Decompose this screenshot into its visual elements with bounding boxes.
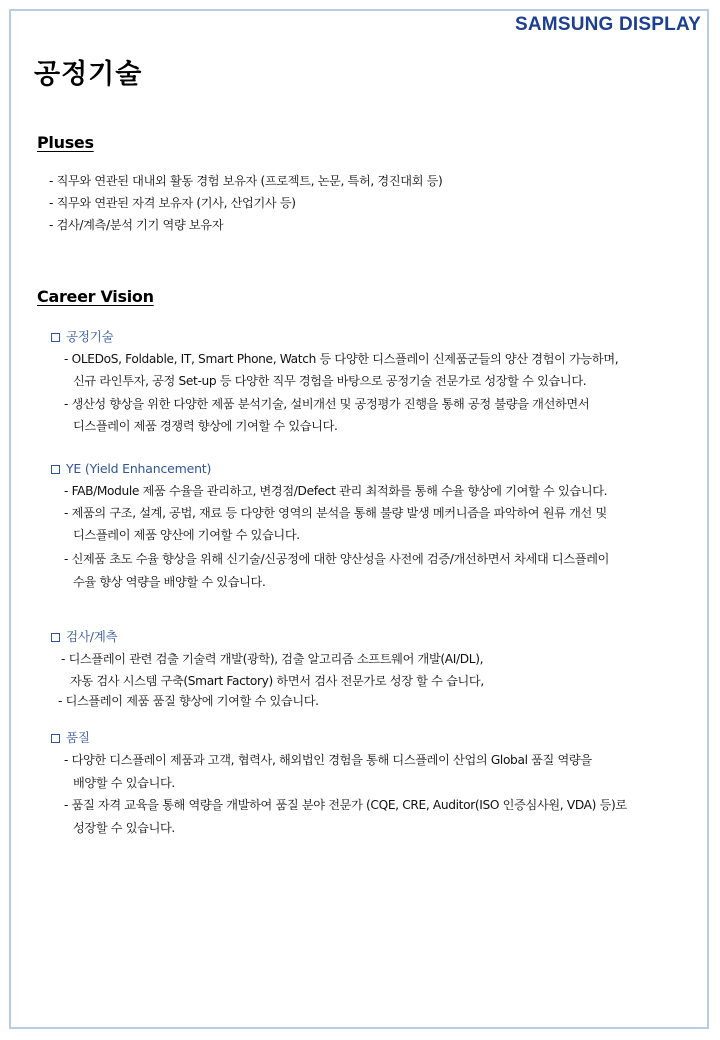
pluses-heading: Pluses xyxy=(37,133,94,152)
pluses-item: - 직무와 연관된 자격 보유자 (기사, 산업기사 등) xyxy=(49,196,296,210)
vision-line: - 신제품 초도 수율 향상을 위해 신기술/신공정에 대한 양산성을 사전에 검증/개선하면서 차세대 디스플레이 xyxy=(64,552,610,566)
subsection-title: YE (Yield Enhancement) xyxy=(66,461,212,476)
subsection-title: 품질 xyxy=(66,730,90,745)
subsection-yield-enhancement xyxy=(51,461,211,477)
page-title: 공정기술 xyxy=(34,59,143,90)
vision-line: - 품질 자격 교육을 통해 역량을 개발하여 품질 분야 전문가 (CQE, CRE, Auditor(ISO 인증심사원, VDA) 등)로 xyxy=(64,798,627,812)
checkbox-square-icon xyxy=(51,633,60,642)
vision-line: - 다양한 디스플레이 제품과 고객, 협력사, 해외법인 경험을 통해 디스플레이 산업의 Global 품질 역량을 xyxy=(64,753,592,767)
career-vision-heading: Career Vision xyxy=(37,287,154,306)
checkbox-square-icon xyxy=(51,465,60,474)
vision-line: 성장할 수 있습니다. xyxy=(73,821,175,835)
pluses-item: - 직무와 연관된 대내외 활동 경험 보유자 (프로젝트, 논문, 특허, 경진대회 등) xyxy=(49,174,443,188)
vision-line: 자동 검사 시스템 구축(Smart Factory) 하면서 검사 전문가로 성장 할 수 습니다, xyxy=(70,674,484,688)
subsection-quality xyxy=(51,730,90,746)
vision-line: - 디스플레이 관련 검출 기술력 개발(광학), 검출 알고리즘 소프트웨어 개발(AI/DL), xyxy=(61,652,484,666)
subsection-title: 검사/계측 xyxy=(66,629,118,644)
vision-line: - 제품의 구조, 설계, 공법, 재료 등 다양한 영역의 분석을 통해 불량 발생 메커니즘을 파악하여 원류 개선 및 xyxy=(64,506,607,520)
subsection-title: 공정기술 xyxy=(66,329,114,344)
vision-line: 디스플레이 제품 경쟁력 향상에 기여할 수 있습니다. xyxy=(73,419,338,433)
brand-logo: SAMSUNG DISPLAY xyxy=(515,14,701,35)
vision-line: 디스플레이 제품 양산에 기여할 수 있습니다. xyxy=(73,528,300,542)
vision-line: 신규 라인투자, 공정 Set-up 등 다양한 직무 경험을 바탕으로 공정기술 전문가로 성장할 수 있습니다. xyxy=(73,374,587,388)
subsection-process-technology xyxy=(51,329,114,345)
vision-line: 수율 향상 역량을 배양할 수 있습니다. xyxy=(73,575,266,589)
checkbox-square-icon xyxy=(51,333,60,342)
vision-line: - FAB/Module 제품 수율을 관리하고, 변경점/Defect 관리 최적화를 통해 수율 향상에 기여할 수 있습니다. xyxy=(64,484,608,498)
vision-line: - OLEDoS, Foldable, IT, Smart Phone, Watch 등 다양한 디스플레이 신제품군들의 양산 경험이 가능하며, xyxy=(64,352,619,366)
vision-line: - 생산성 향상을 위한 다양한 제품 분석기술, 설비개선 및 공정평가 진행을 통해 공정 불량을 개선하면서 xyxy=(64,397,590,411)
subsection-inspection-measurement xyxy=(51,629,118,645)
pluses-item: - 검사/계측/분석 기기 역량 보유자 xyxy=(49,218,224,232)
vision-line: 배양할 수 있습니다. xyxy=(73,776,175,790)
vision-line: - 디스플레이 제품 품질 향상에 기여할 수 있습니다. xyxy=(58,694,319,708)
checkbox-square-icon xyxy=(51,734,60,743)
